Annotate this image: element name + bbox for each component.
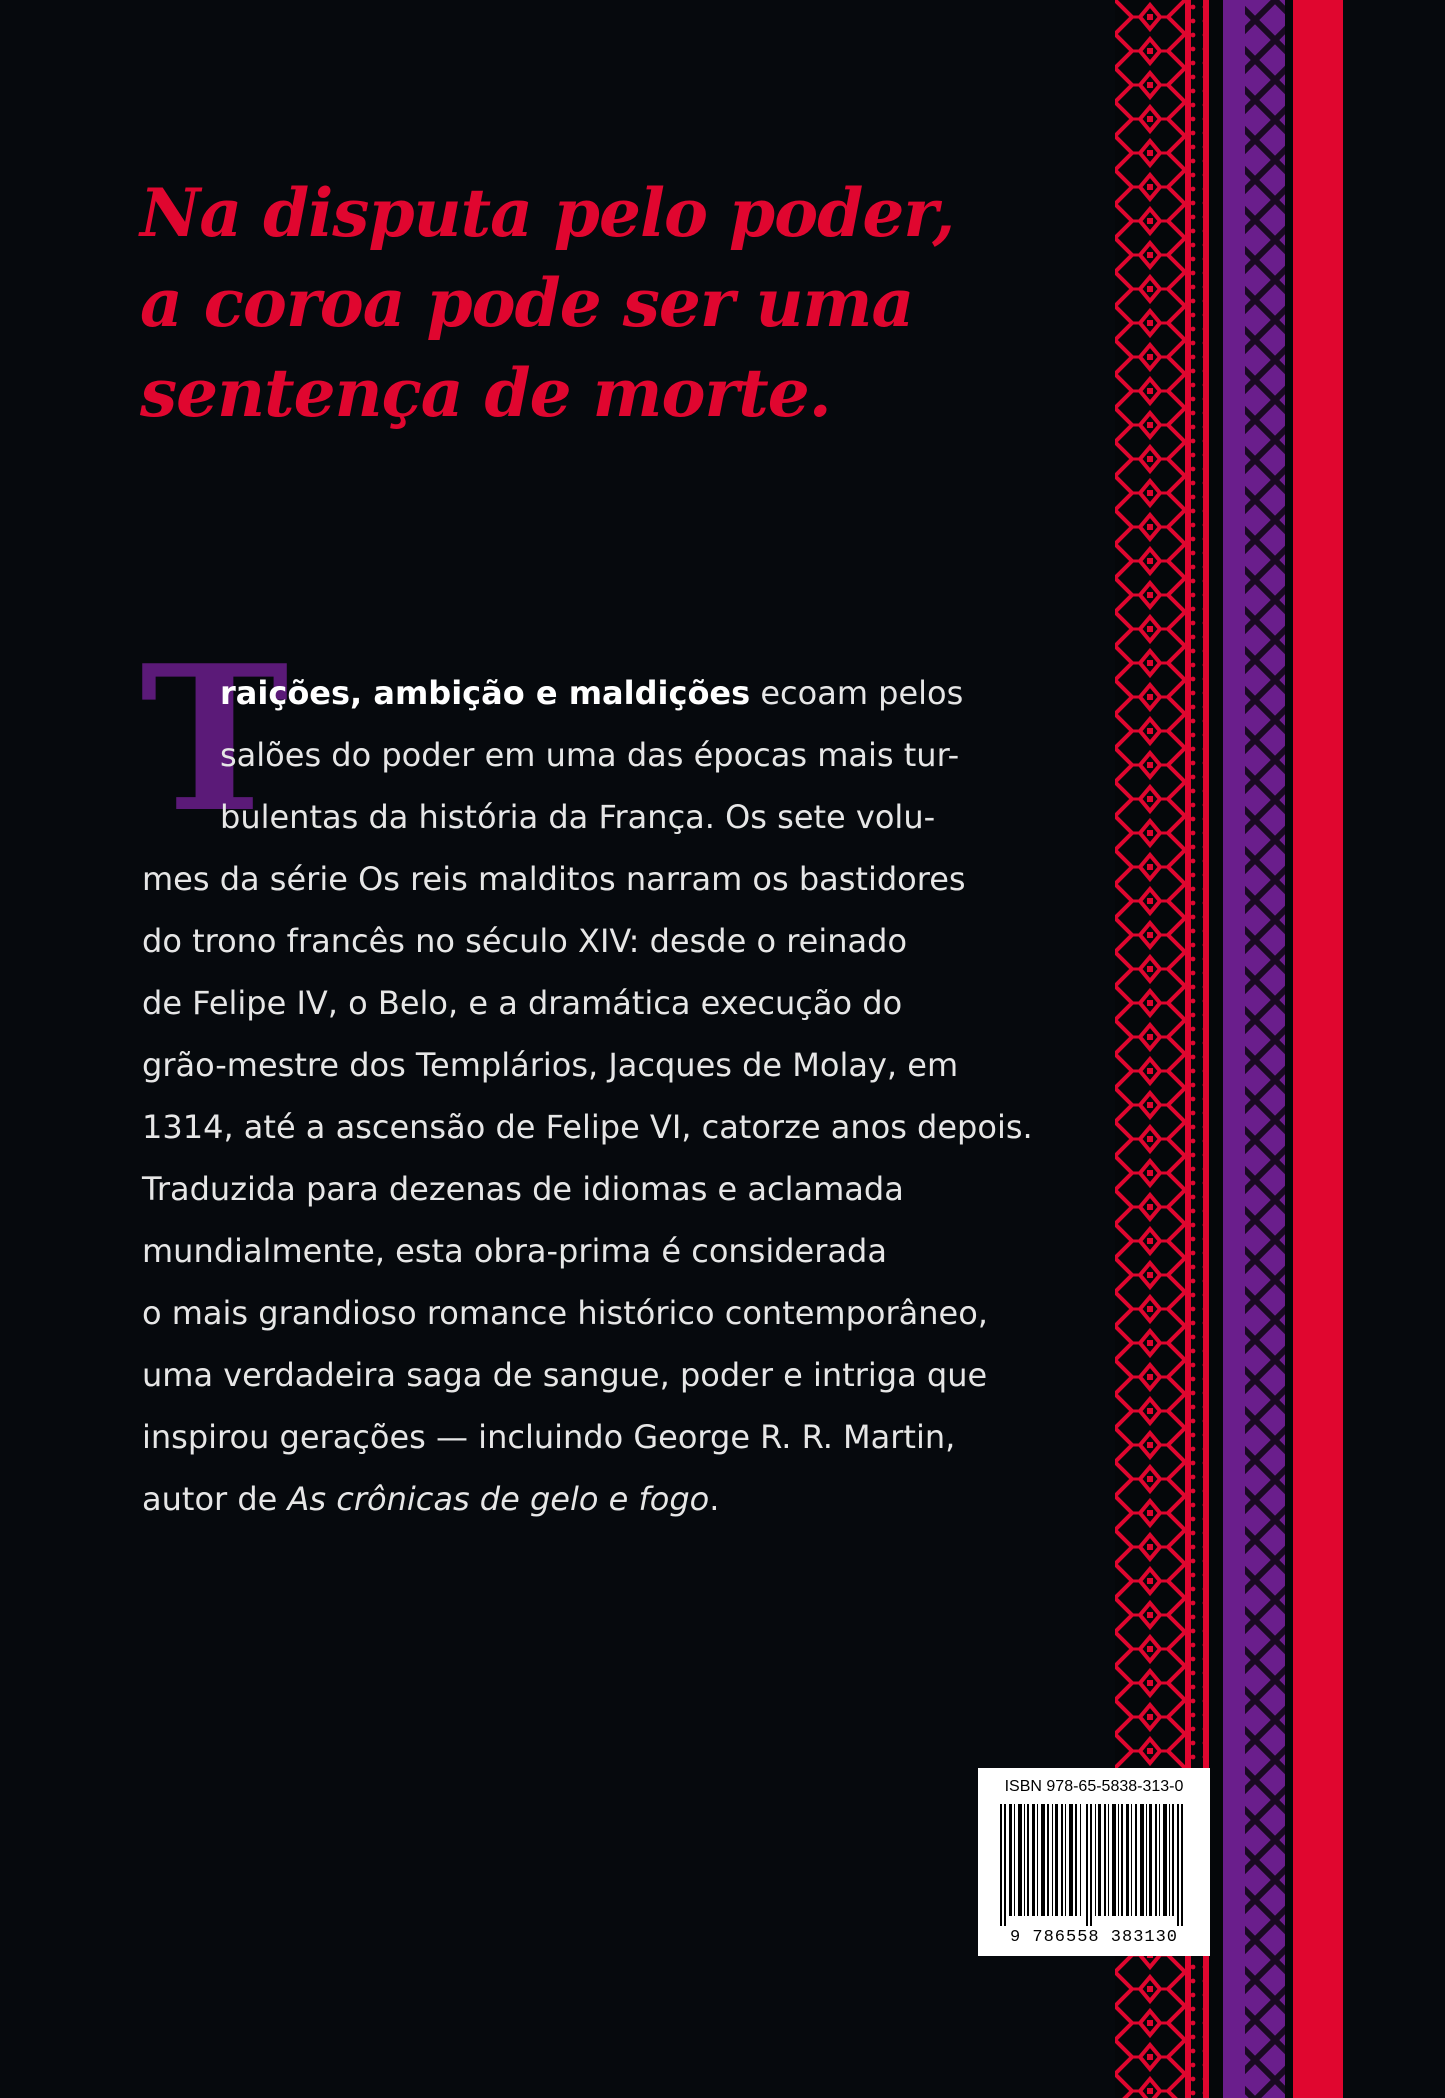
synopsis-line [142, 662, 1012, 724]
tagline-line-1: Na disputa pelo poder, [140, 174, 955, 252]
synopsis-line: o mais grandioso romance histórico contemporâneo, [142, 1294, 988, 1332]
barcode [978, 1768, 1210, 1956]
synopsis-line: 1314, até a ascensão de Felipe VI, catorze anos depois. [142, 1108, 1033, 1146]
barcode-bars [1000, 1804, 1190, 1926]
drop-cap: T [140, 622, 289, 857]
synopsis-last-suffix: . [709, 1480, 720, 1518]
series-title-italic: As crônicas de gelo e fogo [287, 1480, 710, 1518]
synopsis-line: mundialmente, esta obra-prima é considerada [142, 1232, 887, 1270]
synopsis-line: salões do poder em uma das épocas mais tur- [220, 736, 960, 774]
synopsis-line: mes da série Os reis malditos narram os bastidores [142, 860, 966, 898]
tagline [140, 168, 1000, 438]
synopsis-lead-bold: raições, ambição e maldições [220, 674, 751, 712]
synopsis-text [140, 622, 1033, 1530]
synopsis-last-prefix: autor de [142, 1480, 288, 1518]
synopsis-line: uma verdadeira saga de sangue, poder e intriga que [142, 1356, 988, 1394]
synopsis-lead-rest: ecoam pelos [750, 674, 964, 712]
synopsis-line: bulentas da história da França. Os sete volu- [220, 798, 936, 836]
synopsis-line: inspirou gerações — incluindo George R. R. Martin, [142, 1418, 956, 1456]
synopsis-line: do trono francês no século XIV: desde o reinado [142, 922, 908, 960]
tagline-line-2: a coroa pode ser uma [140, 264, 914, 342]
tagline-line-3: sentença de morte. [140, 354, 831, 432]
synopsis-line: de Felipe IV, o Belo, e a dramática execução do [142, 984, 903, 1022]
synopsis-line: Traduzida para dezenas de idiomas e aclamada [142, 1170, 904, 1208]
synopsis-line: grão-mestre dos Templários, Jacques de Molay, em [142, 1046, 959, 1084]
synopsis-line [142, 1468, 1012, 1530]
barcode-digits: 9 786558 383130 [1009, 1928, 1179, 1947]
isbn-label: ISBN 978-65-5838-313-0 [1004, 1778, 1184, 1795]
